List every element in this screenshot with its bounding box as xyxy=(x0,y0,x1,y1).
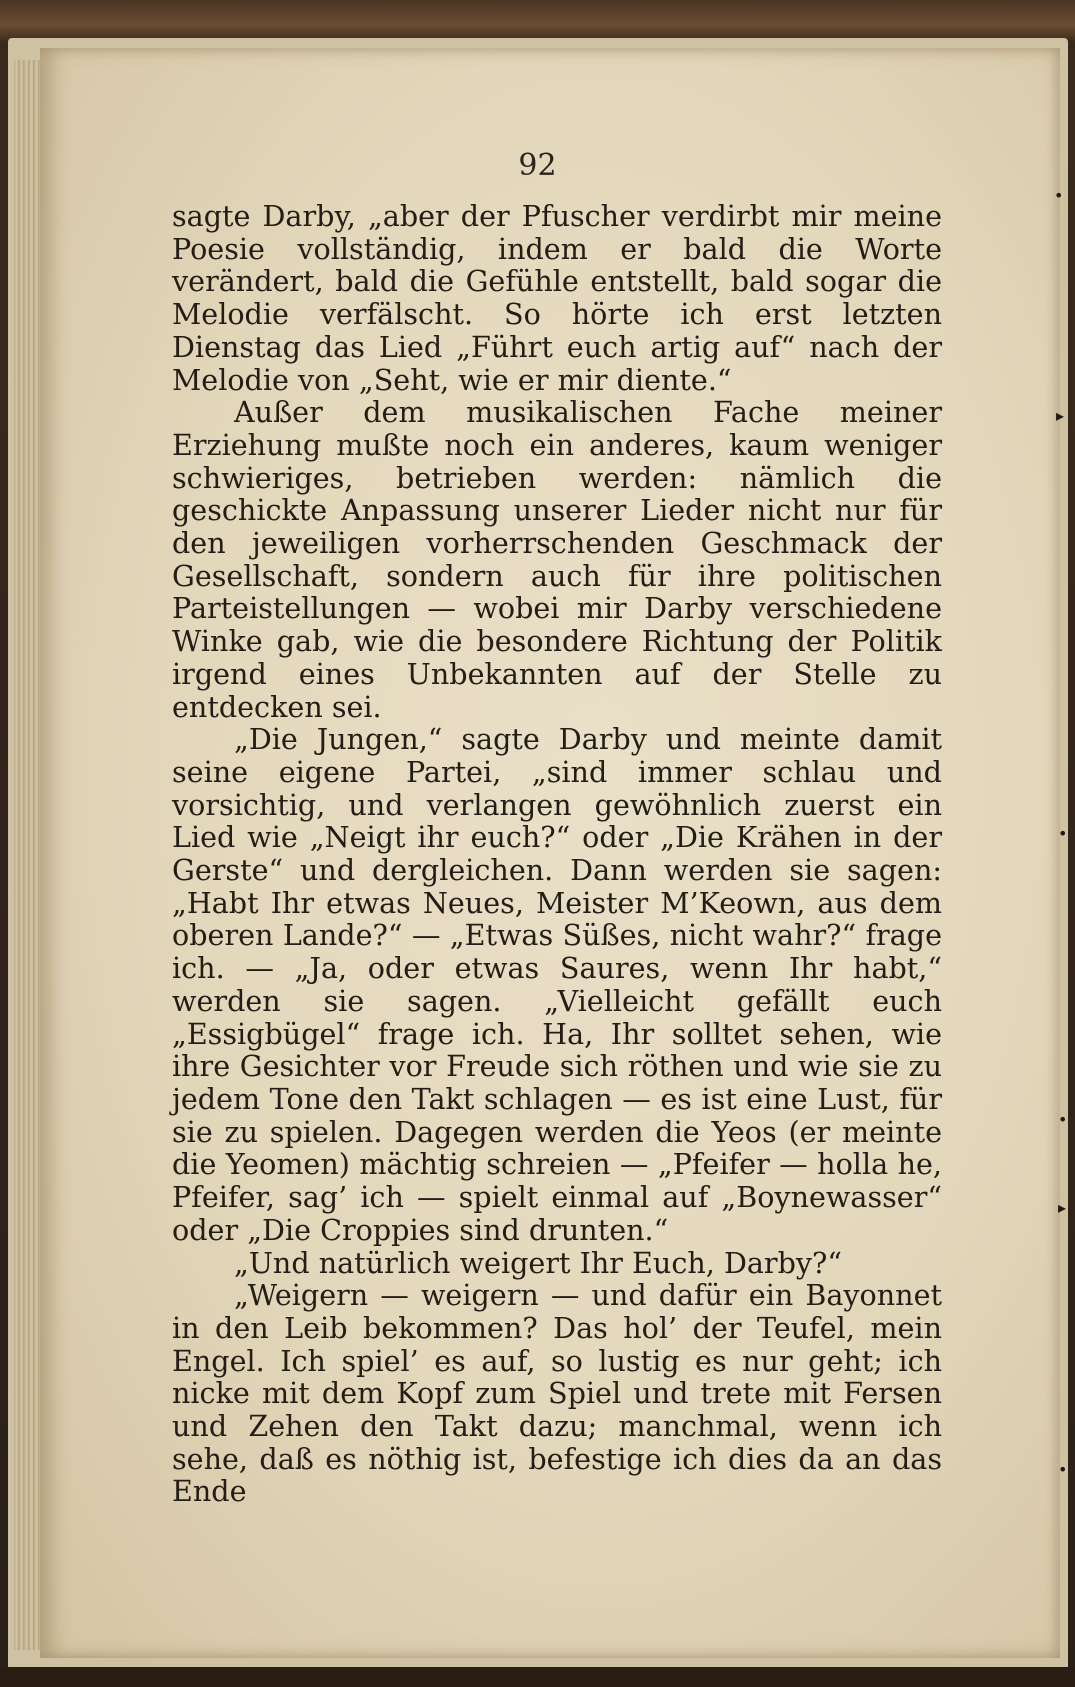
paragraph: sagte Darby, „aber der Pfuscher verdirbt mir meine Poesie vollständig, indem er bald die Worte verändert, bald die Gefühle entstellt, bald sogar die Melodie verfälscht. So hörte ich erst letzten Dienstag das Lied „Führt euch artig auf“ nach der Melodie von „Seht, wie er mir diente.“ xyxy=(172,199,942,397)
margin-mark: • xyxy=(1058,1110,1068,1129)
margin-mark: • xyxy=(1058,1460,1068,1479)
paragraph: Außer dem musikalischen Fache meiner Erziehung mußte noch ein anderes, kaum weniger schwieriges, betrieben werden: nämlich die geschickte Anpassung unserer Lieder nicht nur für den jeweiligen vorherrschenden Geschmack der Gesellschaft, sondern auch für ihre politischen Parteistellungen — wobei mir Darby verschiedene Winke gab, wie die besondere Richtung der Politik irgend eines Unbekannten auf der Stelle zu entdecken sei. xyxy=(172,395,942,724)
paragraph: „Und natürlich weigert Ihr Euch, Darby?“ xyxy=(234,1245,842,1280)
book-cover-top xyxy=(0,0,1075,42)
margin-mark: ▸ xyxy=(1058,1198,1067,1217)
paragraph: „Weigern — weigern — und dafür ein Bayonnet in den Leib bekommen? Das hol’ der Teufel, mein Engel. Ich spiel’ es auf, so lustig es nur geht; ich nicke mit dem Kopf zum Spiel und trete mit Fersen und Zehen den Takt dazu; manchmal, wenn ich sehe, daß es nöthig ist, befestige ich dies da an das Ende xyxy=(172,1278,942,1509)
page-number: 92 xyxy=(518,148,557,183)
margin-mark: • xyxy=(1054,186,1064,205)
book-cover-bottom xyxy=(0,1667,1075,1687)
paragraph: „Die Jungen,“ sagte Darby und meinte damit seine eigene Partei, „sind immer schlau und vorsichtig, und verlangen gewöhnlich zuerst ein Lied wie „Neigt ihr euch?“ oder „Die Krähen in der Gerste“ und dergleichen. Dann werden sie sagen: „Habt Ihr etwas Neues, Meister M’Keown, aus dem oberen Lande?“ — „Etwas Süßes, nicht wahr?“ frage ich. — „Ja, oder etwas Saures, wenn Ihr habt,“ werden sie sagen. „Vielleicht gefällt euch „Essigbügel“ frage ich. Ha, Ihr solltet sehen, wie ihre Gesichter vor Freude sich röthen und wie sie zu jedem Tone den Takt schlagen — es ist eine Lust, für sie zu spielen. Dagegen werden die Yeos (er meinte die Yeomen) mächtig schreien — „Pfeifer — holla he, Pfeifer, sag’ ich — spielt einmal auf „Boynewasser“ oder „Die Croppies sind drunten.“ xyxy=(172,722,942,1247)
margin-mark: • xyxy=(1058,824,1068,843)
body-text xyxy=(172,200,942,1508)
margin-mark: ▸ xyxy=(1056,406,1065,425)
